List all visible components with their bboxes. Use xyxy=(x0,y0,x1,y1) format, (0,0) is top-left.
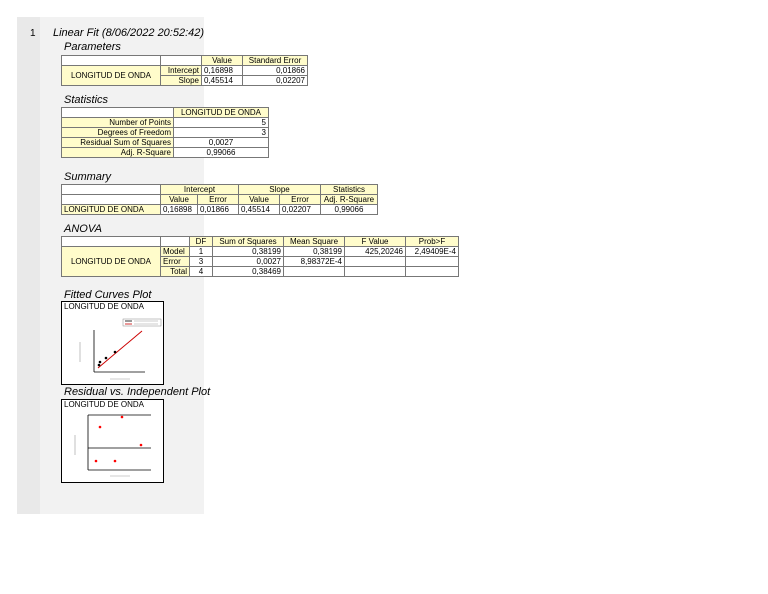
stat-value: 5 xyxy=(174,118,269,128)
summary-value: 0,02207 xyxy=(280,205,321,215)
residual-point xyxy=(99,426,102,429)
sub-header: Error xyxy=(198,195,239,205)
summary-value: 0,16898 xyxy=(161,205,198,215)
section-summary[interactable]: Summary xyxy=(64,171,112,183)
sub-header: Adj. R-Square xyxy=(321,195,378,205)
plot-legend xyxy=(123,319,161,326)
group-statistics: Statistics xyxy=(321,185,378,195)
anova-p: 2,49409E-4 xyxy=(406,247,459,257)
stats-header: LONGITUD DE ONDA xyxy=(174,108,269,118)
stat-label: Degrees of Freedom xyxy=(62,128,174,138)
stat-value: 0,0027 xyxy=(174,138,269,148)
header-ms: Mean Square xyxy=(284,237,345,247)
anova-p xyxy=(406,257,459,267)
graph-title: LONGITUD DE ONDA xyxy=(64,400,145,409)
data-point xyxy=(105,357,108,360)
dataset-label: LONGITUD DE ONDA xyxy=(62,66,161,86)
param-value: 0,45514 xyxy=(202,76,243,86)
anova-f xyxy=(345,257,406,267)
row-number: 1 xyxy=(30,28,36,39)
anova-p xyxy=(406,267,459,277)
data-point xyxy=(98,364,101,367)
anova-row-label: Error xyxy=(161,257,190,267)
stat-label: Number of Points xyxy=(62,118,174,128)
summary-value: 0,45514 xyxy=(239,205,280,215)
report-title[interactable]: Linear Fit (8/06/2022 20:52:42) xyxy=(53,27,205,39)
sub-header: Error xyxy=(280,195,321,205)
residual-point xyxy=(121,416,124,419)
sub-header: Value xyxy=(161,195,198,205)
anova-df: 4 xyxy=(190,267,213,277)
section-statistics[interactable]: Statistics xyxy=(64,94,109,106)
residual-point xyxy=(114,460,117,463)
statistics-table xyxy=(61,107,269,158)
param-value: 0,16898 xyxy=(202,66,243,76)
group-intercept: Intercept xyxy=(161,185,239,195)
param-label: Slope xyxy=(161,76,202,86)
param-error: 0,02207 xyxy=(243,76,308,86)
anova-row-label: Model xyxy=(161,247,190,257)
section-parameters[interactable]: Parameters xyxy=(64,41,121,53)
header-standard-error: Standard Error xyxy=(243,56,308,66)
anova-ms: 0,38199 xyxy=(284,247,345,257)
stat-value: 3 xyxy=(174,128,269,138)
residual-graph[interactable] xyxy=(61,399,164,483)
summary-table xyxy=(61,184,378,215)
fitted-curves-plot xyxy=(62,302,163,384)
anova-ss: 0,38469 xyxy=(213,267,284,277)
header-value: Value xyxy=(202,56,243,66)
residual-plot xyxy=(62,400,163,482)
stat-label: Adj. R-Square xyxy=(62,148,174,158)
section-residual-plot[interactable]: Residual vs. Independent Plot xyxy=(64,386,211,398)
anova-ss: 0,38199 xyxy=(213,247,284,257)
anova-ss: 0,0027 xyxy=(213,257,284,267)
dataset-label: LONGITUD DE ONDA xyxy=(62,247,161,277)
anova-ms: 8,98372E-4 xyxy=(284,257,345,267)
graph-title: LONGITUD DE ONDA xyxy=(64,302,145,311)
header-ss: Sum of Squares xyxy=(213,237,284,247)
data-point xyxy=(114,351,117,354)
data-point xyxy=(99,361,102,364)
summary-value: 0,99066 xyxy=(321,205,378,215)
section-fitted-curves[interactable]: Fitted Curves Plot xyxy=(64,289,152,301)
row-header-gutter xyxy=(17,17,40,514)
anova-df: 3 xyxy=(190,257,213,267)
sub-header: Value xyxy=(239,195,280,205)
anova-ms xyxy=(284,267,345,277)
summary-value: 0,01866 xyxy=(198,205,239,215)
dataset-label: LONGITUD DE ONDA xyxy=(62,205,161,215)
anova-f: 425,20246 xyxy=(345,247,406,257)
param-error: 0,01866 xyxy=(243,66,308,76)
fit-line xyxy=(98,331,142,368)
parameters-table xyxy=(61,55,308,86)
stat-value: 0,99066 xyxy=(174,148,269,158)
section-anova[interactable]: ANOVA xyxy=(64,223,102,235)
group-slope: Slope xyxy=(239,185,321,195)
residual-point xyxy=(140,444,143,447)
anova-f xyxy=(345,267,406,277)
param-label: Intercept xyxy=(161,66,202,76)
residual-point xyxy=(95,460,98,463)
anova-row-label: Total xyxy=(161,267,190,277)
fitted-curves-graph[interactable] xyxy=(61,301,164,385)
anova-df: 1 xyxy=(190,247,213,257)
header-p: Prob>F xyxy=(406,237,459,247)
anova-table xyxy=(61,236,459,277)
header-f: F Value xyxy=(345,237,406,247)
stat-label: Residual Sum of Squares xyxy=(62,138,174,148)
header-df: DF xyxy=(190,237,213,247)
